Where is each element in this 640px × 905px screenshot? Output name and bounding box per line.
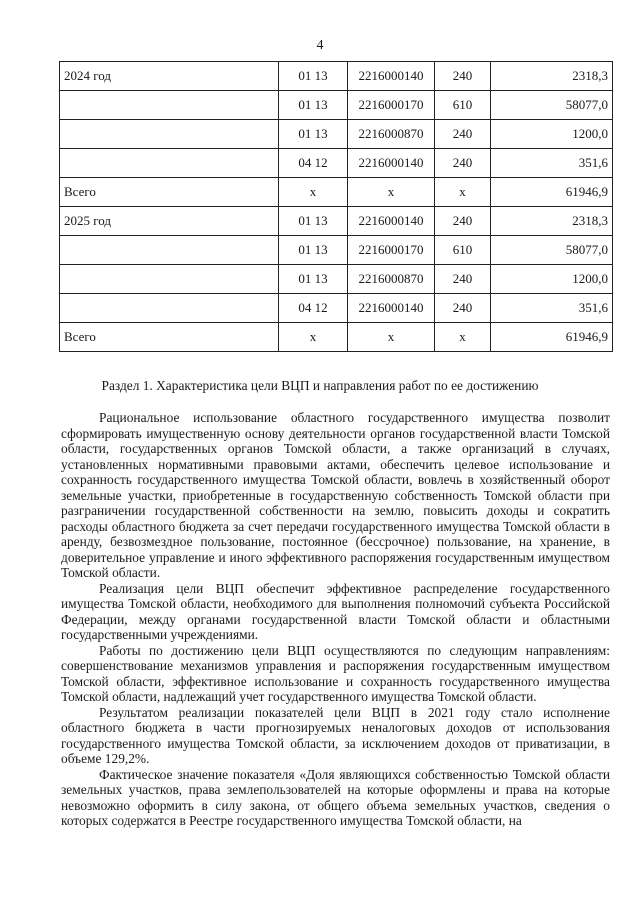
row-label (60, 265, 279, 294)
amount: 58077,0 (491, 236, 613, 265)
row-label: Всего (60, 323, 279, 352)
body-text (61, 410, 610, 829)
section-heading: Раздел 1. Характеристика цели ВЦП и направления работ по ее достижению (101, 378, 539, 393)
table-row (60, 62, 613, 91)
expense-type: 240 (435, 149, 491, 178)
table-row (60, 294, 613, 323)
table-row-total (60, 178, 613, 207)
target-code: 2216000870 (348, 120, 435, 149)
amount: 58077,0 (491, 91, 613, 120)
section-code: 01 13 (279, 120, 348, 149)
paragraph: Рациональное использование областного государственного имущества позволит сформировать имущественную основу деятельности органов государственной власти Томской области, государственных органов Томской области, а также организаций в случаях, установленных нормативными правовыми актами, обеспечить целевое использование и сохранность государственного имущества Томской области, вовлечь в хозяйственный оборот земельные участки, приобретенные в государственную собственность Томской области при разграничении государственной собственности на землю, повысить доходы и сократить расходы областного бюджета за счет передачи государственного имущества Томской области в аренду, безвозмездное пользование, постоянное (бессрочное) пользование, на хранение, в доверительное управление и иного эффективного распоряжения государственным имуществом Томской области. (61, 410, 610, 580)
section-code: 04 12 (279, 294, 348, 323)
expense-type: 240 (435, 62, 491, 91)
table-row (60, 207, 613, 236)
target-code: 2216000170 (348, 236, 435, 265)
amount: 2318,3 (491, 62, 613, 91)
row-label (60, 91, 279, 120)
expense-type: 240 (435, 265, 491, 294)
target-code: 2216000140 (348, 207, 435, 236)
target-code: х (348, 178, 435, 207)
row-label: Всего (60, 178, 279, 207)
target-code: 2216000170 (348, 91, 435, 120)
section-code: 01 13 (279, 236, 348, 265)
paragraph: Фактическое значение показателя «Доля являющихся собственностью Томской области земельных участков, права землепользователей на которые оформлены и права на которые невозможно оформить в силу закона, от общего объема земельных участков, сведения о которых содержатся в Реестре государственного имущества Томской области, на (61, 766, 610, 828)
paragraph: Работы по достижению цели ВЦП осуществляются по следующим направлениям: совершенствование механизмов управления и распоряжения государственным имуществом Томской области, эффективное использование и сохранность государственного имущества Томской области, надлежащий учет государственного имущества Томской области. (61, 642, 610, 704)
row-label: 2024 год (60, 62, 279, 91)
table-row (60, 120, 613, 149)
target-code: 2216000140 (348, 294, 435, 323)
table-row (60, 236, 613, 265)
expense-type: 240 (435, 120, 491, 149)
table-row (60, 91, 613, 120)
paragraph: Результатом реализации показателей цели ВЦП в 2021 году стало исполнение областного бюджета в части прогнозируемых неналоговых доходов от использования государственного имущества Томской области, за исключением доходов от приватизации, в объеме 129,2%. (61, 704, 610, 766)
row-label (60, 236, 279, 265)
section-code: 01 13 (279, 207, 348, 236)
amount: 1200,0 (491, 265, 613, 294)
table-row (60, 265, 613, 294)
expense-type: 610 (435, 236, 491, 265)
amount: 61946,9 (491, 323, 613, 352)
paragraph: Реализация цели ВЦП обеспечит эффективное распределение государственного имущества Томской области, необходимого для выполнения полномочий субъекта Российской Федерации, между органами государственной власти Томской области и областными государственными учреждениями. (61, 580, 610, 642)
expense-type: х (435, 323, 491, 352)
table-row-total (60, 323, 613, 352)
expense-type: 610 (435, 91, 491, 120)
section-code: 01 13 (279, 265, 348, 294)
target-code: 2216000140 (348, 149, 435, 178)
row-label (60, 149, 279, 178)
expense-type: х (435, 178, 491, 207)
section-code: 01 13 (279, 91, 348, 120)
section-code: 04 12 (279, 149, 348, 178)
expense-type: 240 (435, 294, 491, 323)
budget-table (59, 61, 613, 352)
amount: 1200,0 (491, 120, 613, 149)
target-code: х (348, 323, 435, 352)
target-code: 2216000870 (348, 265, 435, 294)
page-number: 4 (316, 38, 324, 53)
row-label (60, 294, 279, 323)
amount: 2318,3 (491, 207, 613, 236)
row-label (60, 120, 279, 149)
table-row (60, 149, 613, 178)
row-label: 2025 год (60, 207, 279, 236)
amount: 351,6 (491, 294, 613, 323)
amount: 351,6 (491, 149, 613, 178)
expense-type: 240 (435, 207, 491, 236)
section-code: х (279, 323, 348, 352)
section-code: х (279, 178, 348, 207)
amount: 61946,9 (491, 178, 613, 207)
section-code: 01 13 (279, 62, 348, 91)
target-code: 2216000140 (348, 62, 435, 91)
